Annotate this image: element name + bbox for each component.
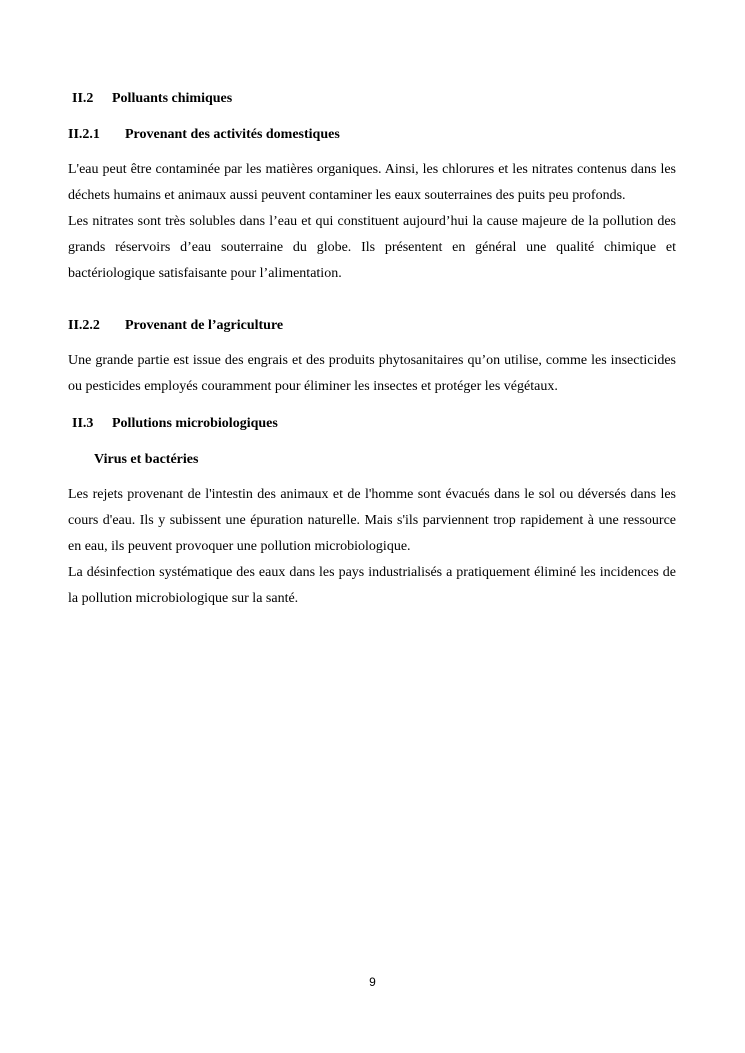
heading-section-2-2 [72,91,232,107]
paragraph: Les rejets provenant de l'intestin des animaux et de l'homme sont évacués dans le sol ou déversés dans les cours d'eau. Ils y subissent une épuration naturelle. Mais s'ils parviennent trop rapidement à une ressource en eau, ils peuvent provoquer une pollution microbiologique. [68,487,676,554]
heading-number: II.2.2 [68,318,100,333]
page-number: 9 [369,975,376,989]
paragraph: Les nitrates sont très solubles dans l’eau et qui constituent aujourd’hui la cause majeure de la pollution des grands réservoirs d’eau souterraine du globe. Ils présentent en général une qualité chimique et bactériologique satisfaisante pour l’alimentation. [68,214,676,281]
paragraph: La désinfection systématique des eaux dans les pays industrialisés a pratiquement éliminé les incidences de la pollution microbiologique sur la santé. [68,565,676,606]
paragraph-block-agriculture [68,348,676,400]
heading-number: II.2.1 [68,127,100,142]
heading-number: II.3 [72,416,94,431]
paragraph: L'eau peut être contaminée par les matières organiques. Ainsi, les chlorures et les nitrates contenus dans les déchets humains et animaux aussi peuvent contaminer les eaux souterraines des puits peu profonds. [68,162,676,203]
heading-title: Pollutions microbiologiques [112,416,278,431]
paragraph: Une grande partie est issue des engrais et des produits phytosanitaires qu’on utilise, comme les insecticides ou pesticides employés couramment pour éliminer les insectes et protéger les végétaux. [68,353,676,394]
heading-section-2-3 [72,416,278,432]
heading-title: Provenant de l’agriculture [125,318,284,333]
heading-section-2-2-2 [68,318,283,334]
paragraph-block-domestic [68,157,676,287]
heading-number: II.2 [72,91,94,106]
heading-title: Virus et bactéries [94,452,199,467]
heading-title: Provenant des activités domestiques [125,127,340,142]
heading-title: Polluants chimiques [112,91,233,106]
heading-section-2-2-1 [68,127,340,143]
heading-virus-bacteria [94,452,198,468]
paragraph-block-microbiology [68,482,676,612]
